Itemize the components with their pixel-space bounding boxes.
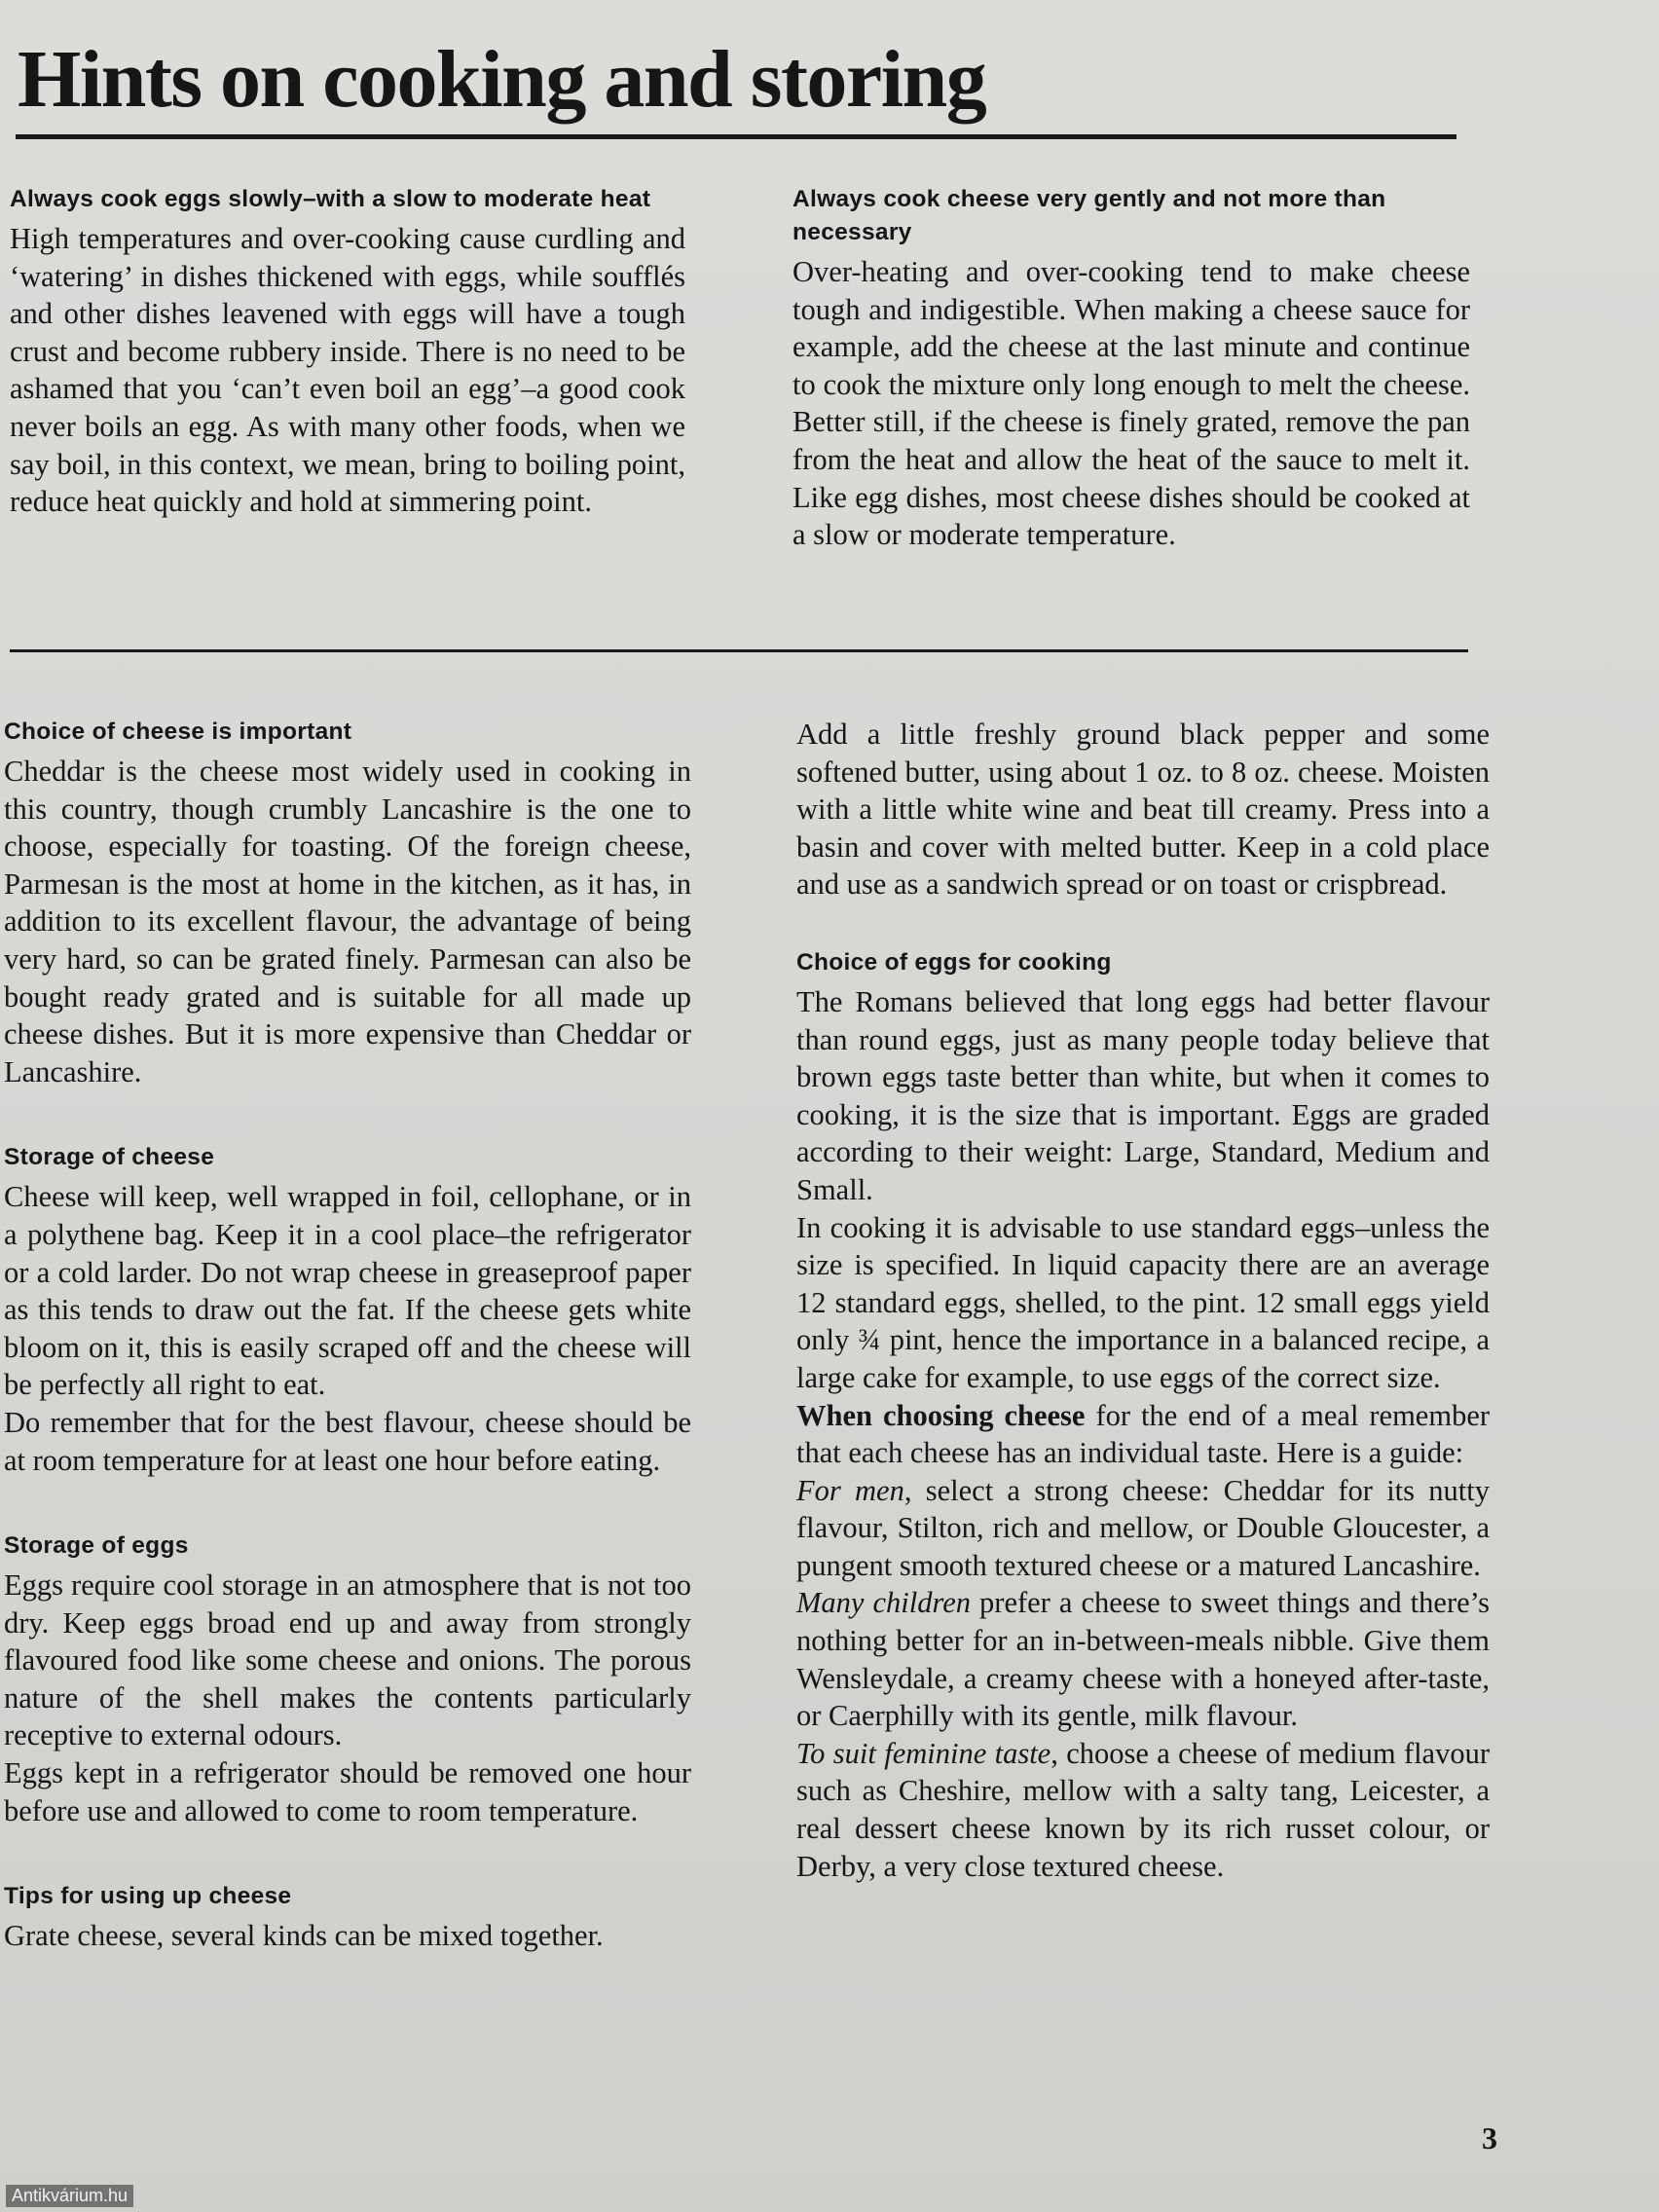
for-men-rest: , select a strong cheese: Cheddar for its nutty flavour, Stilton, rich and mellow, or Double Gloucester, a pungent smooth textured cheese or a matured Lancashire.	[796, 1473, 1490, 1582]
page-title: Hints on cooking and storing	[18, 34, 986, 125]
heading-storage-eggs: Storage of eggs	[4, 1532, 189, 1560]
body-choice-eggs-1: The Romans believed that long eggs had better flavour than round eggs, just as many people today believe that brown eggs taste better than white, but when it comes to cooking, it is the size that is important. Eggs are graded according to their weight: Large, Standard, Medium and Small.	[796, 984, 1490, 1206]
heading-cook-cheese: Always cook cheese very gently and not more than necessary	[793, 186, 1386, 245]
feminine-lead: To suit feminine taste	[796, 1736, 1051, 1770]
body-cook-eggs: High temperatures and over-cooking cause curdling and ‘watering’ in dishes thickened with eggs, while soufflés and other dishes leavened with eggs will have a tough crust and become rubbery inside. There is no need to be ashamed that you ‘can’t even boil an egg’–a good cook never boils an egg. As with many other foods, when we say boil, in this context, we mean, bring to boiling point, reduce heat quickly and hold at simmering point.	[10, 222, 685, 519]
left-column	[4, 716, 691, 1955]
body-storage-cheese-1: Cheese will keep, well wrapped in foil, cellophane, or in a polythene bag. Keep it in a cool place–the refrigerator or a cold larder. Do not wrap cheese in greaseproof paper as this tends to draw out the fat. If the cheese gets white bloom on it, this is easily scraped off and the cheese will be perfectly all right to eat.	[4, 1180, 691, 1402]
body-choice-eggs-2: In cooking it is advisable to use standard eggs–unless the size is specified. In liquid capacity there are an average 12 standard eggs, shelled, to the pint. 12 small eggs yield only ¾ pint, hence the importance in a balanced recipe, a large cake for example, to use eggs of the correct size.	[796, 1210, 1490, 1394]
heading-choice-eggs: Choice of eggs for cooking	[796, 948, 1112, 976]
right-column	[796, 716, 1490, 1885]
section-divider	[10, 649, 1468, 652]
body-choosing-cheese	[796, 1397, 1490, 1472]
children-lead: Many children	[796, 1586, 971, 1620]
body-storage-eggs-1: Eggs require cool storage in an atmosphere that is not too dry. Keep eggs broad end up and away from strongly flavoured food like some cheese and onions. The porous nature of the shell makes the contents particularly receptive to external odours.	[4, 1568, 691, 1752]
body-storage-eggs-2: Eggs kept in a refrigerator should be removed one hour before use and allowed to come to room temperature.	[4, 1756, 691, 1827]
for-men-lead: For men	[796, 1473, 904, 1507]
watermark: Antikvárium.hu	[6, 2185, 133, 2207]
heading-choice-cheese: Choice of cheese is important	[4, 719, 352, 745]
children-rest: prefer a cheese to sweet things and there’s nothing better for an in-between-meals nibble. Give them Wensleydale, a creamy cheese with a honeyed after-taste, or Caerphilly with its gentle, milk flavour.	[796, 1586, 1490, 1733]
choosing-cheese-rest: for the end of a meal remember that each cheese has an individual taste. Here is a guide:	[796, 1398, 1491, 1470]
body-choice-cheese: Cheddar is the cheese most widely used in cooking in this country, though crumbly Lancashire is the one to choose, especially for toasting. Of the foreign cheese, Parmesan is the most at home in the kitchen, as it has, in addition to its excellent flavour, the advantage of being very hard, so can be grated finely. Parmesan can also be bought ready grated and is suitable for all made up cheese dishes. But it is more expensive than Cheddar or Lancashire.	[4, 755, 691, 1088]
section-cook-cheese	[793, 183, 1470, 554]
choosing-cheese-lead: When choosing cheese	[796, 1398, 1086, 1432]
heading-tips-cheese: Tips for using up cheese	[4, 1883, 292, 1910]
heading-storage-cheese: Storage of cheese	[4, 1144, 215, 1171]
body-cook-cheese: Over-heating and over-cooking tend to make cheese tough and indigestible. When making a cheese sauce for example, add the cheese at the last minute and continue to cook the mixture only long enough to melt the cheese. Better still, if the cheese is finely grated, remove the pan from the heat and allow the heat of the sauce to melt it. Like egg dishes, most cheese dishes should be cooked at a slow or moderate temperature.	[793, 255, 1470, 552]
heading-cook-eggs: Always cook eggs slowly–with a slow to moderate heat	[10, 186, 651, 212]
section-cook-eggs	[10, 183, 685, 521]
page-number: 3	[1482, 2120, 1497, 2156]
body-for-men	[796, 1472, 1490, 1585]
feminine-rest: , choose a cheese of medium flavour such as Cheshire, mellow with a salty tang, Leicester, a real dessert cheese known by its rich russet colour, or Derby, a very close textured cheese.	[796, 1736, 1490, 1883]
body-tips-continued: Add a little freshly ground black pepper and some softened butter, using about 1 oz. to 8 oz. cheese. Moisten with a little white wine and beat till creamy. Press into a basin and cover with melted butter. Keep in a cold place and use as a sandwich spread or on toast or crispbread.	[796, 718, 1490, 902]
body-feminine	[796, 1735, 1490, 1885]
body-storage-cheese-2: Do remember that for the best flavour, cheese should be at room temperature for at least one hour before eating.	[4, 1405, 691, 1477]
title-rule	[16, 134, 1456, 139]
body-tips-cheese: Grate cheese, several kinds can be mixed together.	[4, 1919, 604, 1953]
body-children	[796, 1584, 1490, 1734]
